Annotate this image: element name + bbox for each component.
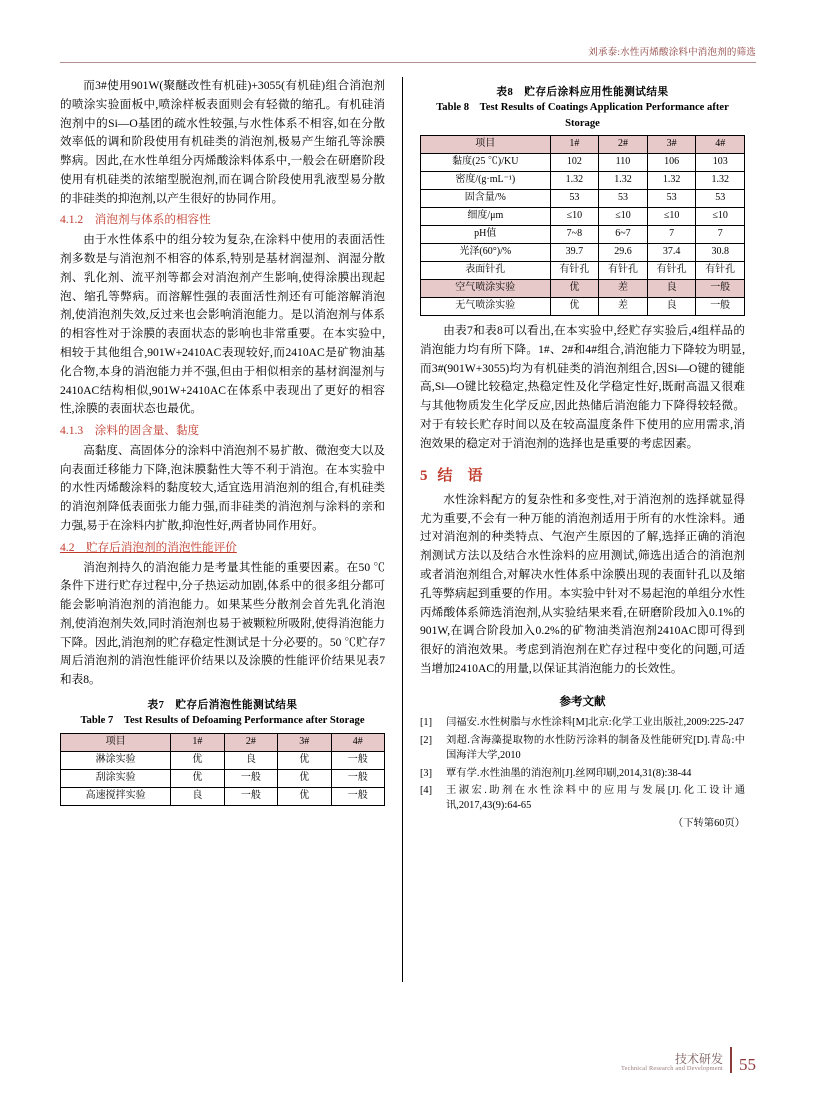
column-header-sample: 1# bbox=[171, 733, 224, 751]
cell-value: 优 bbox=[171, 769, 224, 787]
paragraph-4: 消泡剂持久的消泡能力是考量其性能的重要因素。在50 ℃条件下进行贮存过程中,分子热运动加剧,体系中的很多组分都可能会影响消泡剂的消泡能力。如果某些分散剂会首先乳化消泡剂,使消泡剂失效,同时消泡剂也易于被颗粒所吸附,使得消泡能力下降。因此,消泡剂的贮存稳定性测试是十分必要的。50 ℃贮存7周后消泡剂的消泡性能评价结果以及涂膜的性能评价结果见表7和表8。 bbox=[60, 560, 385, 687]
cell-value: ≤10 bbox=[696, 208, 745, 226]
column-header-sample: 1# bbox=[550, 136, 599, 154]
table-row bbox=[421, 244, 745, 262]
row-label: 密度/(g·mL⁻¹) bbox=[421, 172, 551, 190]
cell-value: 优 bbox=[550, 298, 599, 316]
heading-5-text: 结 语 bbox=[437, 467, 483, 484]
reference-item bbox=[420, 766, 745, 781]
cell-value: 有针孔 bbox=[647, 262, 696, 280]
table-header-row bbox=[421, 136, 745, 154]
table-row bbox=[421, 280, 745, 298]
column-header-item: 项目 bbox=[61, 733, 171, 751]
table-row bbox=[421, 208, 745, 226]
cell-value: 优 bbox=[278, 769, 331, 787]
cell-value: 一般 bbox=[331, 787, 384, 805]
footer-section-cn: 技术研发 bbox=[674, 1051, 723, 1066]
right-column bbox=[403, 77, 745, 982]
column-header-sample: 2# bbox=[224, 733, 277, 751]
column-header-item: 项目 bbox=[421, 136, 551, 154]
table-row bbox=[421, 190, 745, 208]
cell-value: 一般 bbox=[696, 298, 745, 316]
paragraph-2: 由于水性体系中的组分较为复杂,在涂料中使用的表面活性剂多数是与消泡剂不相容的体系,特别是基材润湿剂、润湿分散剂、乳化剂、流平剂等都会对消泡剂产生影响,使得涂膜出现起泡、缩孔等弊病。而溶解性强的表面活性剂还有可能溶解消泡剂,使消泡剂失效,反过来也会影响消泡能力。是以消泡剂与体系的相容性对于涂膜的表面状态的影响也非常重要。在本实验中,相较于其他组合,901W+2410AC表现较好,而2410AC是矿物油基化合物,本身的消泡能力并不强,但由于相似相亲的基材润湿剂与2410AC结构相似,901W+2410AC在体系中表现出了更好的相容性,涂膜的表面状态也最优。 bbox=[60, 233, 385, 416]
table-8 bbox=[420, 135, 745, 316]
cell-value: 一般 bbox=[224, 787, 277, 805]
reference-text: 覃有学.水性油墨的消泡剂[J].丝网印刷,2014,31(8):38-44 bbox=[446, 767, 692, 779]
cell-value: 优 bbox=[278, 751, 331, 769]
cell-value: 优 bbox=[171, 751, 224, 769]
table-7 bbox=[60, 733, 385, 806]
reference-tag: [1] bbox=[420, 717, 433, 729]
heading-5-number: 5 bbox=[420, 467, 428, 484]
row-label: 无气喷涂实验 bbox=[421, 298, 551, 316]
cell-value: 优 bbox=[278, 787, 331, 805]
table-row bbox=[421, 298, 745, 316]
right-paragraph-2: 水性涂料配方的复杂性和多变性,对于消泡剂的选择就显得尤为重要,不会有一种万能的消泡剂适用于所有的水性涂料。通过对消泡剂的种类特点、气泡产生原因的了解,选择正确的消泡剂测试方法以及结合水性涂料的应用测试,筛选出适合的消泡剂或者消泡剂组合,对解决水性体系中涂膜出现的表面针孔以及缩孔等弊病起到重要的作用。本实验中针对不易起泡的单组分水性丙烯酸体系筛选消泡剂,从实验结果来看,在研磨阶段加入0.1%的901W,在调合阶段加入0.2%的矿物油类消泡剂2410AC即可得到很好的消泡效果。考虑到消泡剂在贮存过程中变化的问题,可适当增加2410AC的用量,以保证其消泡能力的长效性。 bbox=[420, 492, 745, 675]
cell-value: 7 bbox=[696, 226, 745, 244]
footer-section-label bbox=[621, 1053, 723, 1073]
table-8-caption-cn: 表8 贮存后涂料应用性能测试结果 bbox=[496, 87, 669, 98]
cell-value: 106 bbox=[647, 154, 696, 172]
reference-item bbox=[420, 715, 745, 730]
cell-value: 有针孔 bbox=[696, 262, 745, 280]
cell-value: 39.7 bbox=[550, 244, 599, 262]
references-title: 参考文献 bbox=[559, 695, 606, 708]
reference-tag: [4] bbox=[420, 785, 433, 797]
cell-value: 1.32 bbox=[550, 172, 599, 190]
reference-item bbox=[420, 733, 745, 764]
table-8-wrapper bbox=[420, 85, 745, 316]
cell-value: 良 bbox=[171, 787, 224, 805]
row-label: 淋涂实验 bbox=[61, 751, 171, 769]
table-header-row bbox=[61, 733, 385, 751]
cell-value: 优 bbox=[550, 280, 599, 298]
table-7-caption-cn: 表7 贮存后消泡性能测试结果 bbox=[147, 700, 298, 711]
cell-value: 29.6 bbox=[599, 244, 648, 262]
row-label: 黏度(25 ℃)/KU bbox=[421, 154, 551, 172]
cell-value: ≤10 bbox=[647, 208, 696, 226]
cell-value: 7~8 bbox=[550, 226, 599, 244]
two-column-body bbox=[60, 77, 756, 982]
row-label: 表面针孔 bbox=[421, 262, 551, 280]
cell-value: 53 bbox=[599, 190, 648, 208]
reference-text: 刘超.含海藻提取物的水性防污涂料的制备及性能研究[D].青岛:中国海洋大学,2010 bbox=[446, 734, 745, 762]
running-head: 刘承泰:水性丙烯酸涂料中消泡剂的筛选 bbox=[60, 44, 756, 63]
cell-value: 良 bbox=[647, 298, 696, 316]
heading-5 bbox=[420, 464, 745, 488]
reference-tag: [3] bbox=[420, 767, 433, 779]
cell-value: 1.32 bbox=[696, 172, 745, 190]
reference-text: 闫福安.水性树脂与水性涂料[M]北京:化学工业出版社,2009:225-247 bbox=[446, 717, 745, 729]
column-header-sample: 3# bbox=[278, 733, 331, 751]
page-number: 55 bbox=[739, 1055, 756, 1074]
cell-value: 一般 bbox=[331, 769, 384, 787]
footer-section-en: Technical Research and Development bbox=[621, 1065, 723, 1073]
column-header-sample: 2# bbox=[599, 136, 648, 154]
cell-value: 102 bbox=[550, 154, 599, 172]
cell-value: 30.8 bbox=[696, 244, 745, 262]
right-paragraph-1: 由表7和表8可以看出,在本实验中,经贮存实验后,4组样品的消泡能力均有所下降。1#、2#和4#组合,消泡能力下降较为明显,而3#(901W+3055)均为有机硅类的消泡剂组合,因Si—O键的键能高,Si—O键比较稳定,热稳定性及化学稳定性好,既耐高温又很难与其他物质发生化学反应,因此热储后消泡能力下降得较轻微。对于有较长贮存时间以及在较高温度条件下使用的应用需求,消泡效果的稳定对于消泡剂的选择也是重要的考虑因素。 bbox=[420, 324, 745, 450]
reference-item bbox=[420, 783, 745, 814]
row-label: 刮涂实验 bbox=[61, 769, 171, 787]
cell-value: 53 bbox=[696, 190, 745, 208]
heading-4-1-3: 4.1.3 涂料的固含量、黏度 bbox=[60, 424, 200, 438]
table-7-wrapper bbox=[60, 698, 385, 806]
cell-value: 一般 bbox=[224, 769, 277, 787]
table-8-caption bbox=[420, 85, 745, 131]
cell-value: 差 bbox=[599, 298, 648, 316]
heading-4-2: 4.2 贮存后消泡剂的消泡性能评价 bbox=[60, 540, 237, 554]
table-row bbox=[421, 262, 745, 280]
cell-value: 有针孔 bbox=[599, 262, 648, 280]
footer-divider bbox=[730, 1047, 732, 1073]
cell-value: 一般 bbox=[331, 751, 384, 769]
row-label: pH值 bbox=[421, 226, 551, 244]
row-label: 固含量/% bbox=[421, 190, 551, 208]
row-label: 空气喷涂实验 bbox=[421, 280, 551, 298]
cell-value: 7 bbox=[647, 226, 696, 244]
row-label: 细度/μm bbox=[421, 208, 551, 226]
left-column bbox=[60, 77, 403, 982]
cell-value: 一般 bbox=[696, 280, 745, 298]
cell-value: 110 bbox=[599, 154, 648, 172]
cell-value: 53 bbox=[647, 190, 696, 208]
table-row bbox=[61, 769, 385, 787]
table-7-caption-en: Table 7 Test Results of Defoaming Performance after Storage bbox=[80, 715, 365, 727]
table-row bbox=[61, 751, 385, 769]
column-header-sample: 4# bbox=[331, 733, 384, 751]
row-label: 高速搅拌实验 bbox=[61, 787, 171, 805]
cell-value: 差 bbox=[599, 280, 648, 298]
cell-value: 53 bbox=[550, 190, 599, 208]
cell-value: ≤10 bbox=[550, 208, 599, 226]
cell-value: ≤10 bbox=[599, 208, 648, 226]
cell-value: 1.32 bbox=[647, 172, 696, 190]
row-label: 光泽(60°)/% bbox=[421, 244, 551, 262]
column-header-sample: 4# bbox=[696, 136, 745, 154]
column-header-sample: 3# bbox=[647, 136, 696, 154]
reference-tag: [2] bbox=[420, 734, 433, 746]
paragraph-1: 而3#使用901W(聚醚改性有机硅)+3055(有机硅)组合消泡剂的喷涂实验面板中,喷涂样板表面则会有轻微的缩孔。有机硅消泡剂中的Si—O基团的疏水性较强,与水性体系不相容,如在分散效率低的调和阶段使用有机硅类的消泡剂,极易产生缩孔等涂膜弊病。因此,在水性单组分丙烯酸涂料体系中,一般会在研磨阶段使用有机硅类的浓缩型脱泡剂,而在调合阶段使用乳液型易分散的非硅类的抑泡剂,以产生很好的协同作用。 bbox=[60, 79, 385, 205]
table-row bbox=[421, 172, 745, 190]
cell-value: 良 bbox=[224, 751, 277, 769]
table-row bbox=[421, 154, 745, 172]
table-row bbox=[61, 787, 385, 805]
cell-value: 有针孔 bbox=[550, 262, 599, 280]
reference-text: 王淑宏.助剂在水性涂料中的应用与发展[J].化工设计通讯,2017,43(9):64-65 bbox=[446, 785, 745, 812]
cell-value: 1.32 bbox=[599, 172, 648, 190]
references-list bbox=[420, 715, 745, 814]
table-7-caption bbox=[60, 698, 385, 729]
continued-note: （下转第60页） bbox=[672, 817, 745, 829]
table-row bbox=[421, 226, 745, 244]
cell-value: 良 bbox=[647, 280, 696, 298]
cell-value: 6~7 bbox=[599, 226, 648, 244]
cell-value: 103 bbox=[696, 154, 745, 172]
paragraph-3: 高黏度、高固体分的涂料中消泡剂不易扩散、微泡变大以及向表面迁移能力下降,泡沫膜黏性大等不利于消泡。在本实验中的水性丙烯酸涂料的黏度较大,适宜选用消泡剂的组合,有机硅类的消泡剂降低表面张力能力强,而非硅类的消泡剂与涂料的亲和力强,易于在涂料内扩散,抑泡性好,两者协同作用好。 bbox=[60, 443, 385, 532]
table-8-caption-en: Table 8 Test Results of Coatings Application Performance after Storage bbox=[436, 102, 729, 129]
cell-value: 37.4 bbox=[647, 244, 696, 262]
page-footer bbox=[621, 1047, 756, 1073]
heading-4-1-2: 4.1.2 消泡剂与体系的相容性 bbox=[60, 213, 211, 227]
